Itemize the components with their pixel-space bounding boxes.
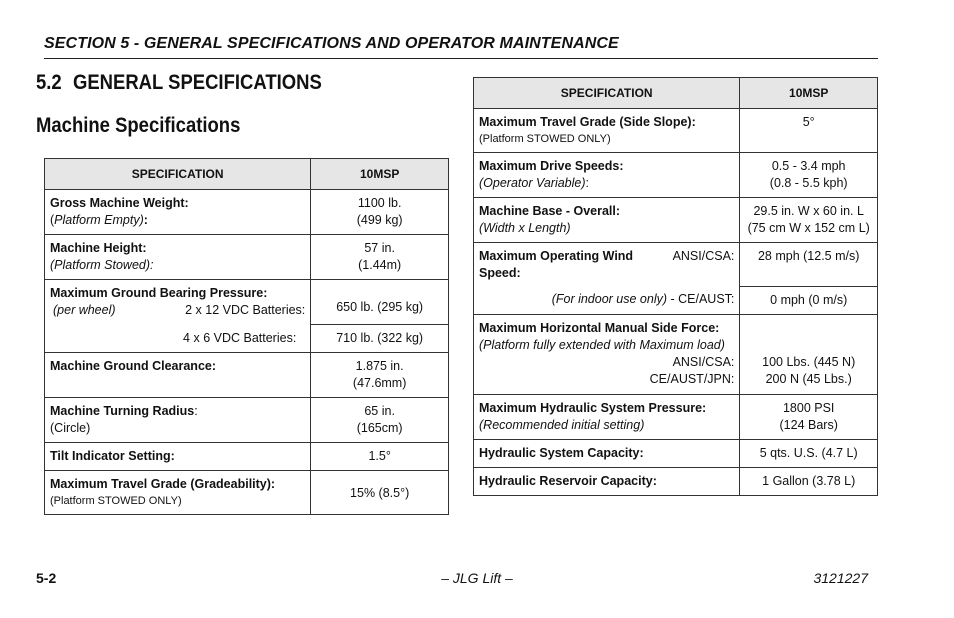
spec-label: Gross Machine Weight: bbox=[50, 196, 189, 210]
table-row-reservoir-capacity bbox=[474, 467, 878, 495]
spec-value: 65 in. bbox=[364, 404, 395, 418]
spec-value: 15% (8.5°) bbox=[350, 485, 410, 500]
table-row-turning-radius: Machine Turning Radius: (Circle) 65 in. (165cm) bbox=[45, 398, 449, 443]
spec-label: Maximum Hydraulic System Pressure: bbox=[479, 400, 707, 415]
column-header-specification: SPECIFICATION bbox=[45, 159, 311, 190]
document-number: 3121227 bbox=[813, 570, 868, 586]
spec-label: Maximum Travel Grade (Side Slope): bbox=[479, 115, 696, 129]
spec-note: (Recommended initial setting) bbox=[479, 417, 645, 432]
section-title: GENERAL SPECIFICATIONS bbox=[72, 71, 322, 94]
spec-value-metric: (499 kg) bbox=[356, 213, 403, 227]
table-row-tilt-indicator bbox=[45, 443, 449, 471]
spec-label: Maximum Drive Speeds: bbox=[479, 159, 624, 173]
spec-value: 100 Lbs. (445 N) bbox=[762, 354, 856, 369]
spec-note: (Platform Stowed): bbox=[50, 258, 154, 272]
spec-note: (For indoor use only) bbox=[551, 292, 668, 306]
spec-sublabel: - CE/AUST: bbox=[667, 292, 735, 306]
table-row-hydraulic-capacity bbox=[474, 439, 878, 467]
spec-value: 1 Gallon (3.78 L) bbox=[762, 473, 856, 488]
table-row-ground-bearing-2 bbox=[45, 325, 449, 353]
spec-label: Hydraulic System Capacity: bbox=[479, 445, 644, 460]
spec-sublabel: 4 x 6 VDC Batteries: bbox=[183, 330, 297, 345]
spec-sublabel: 2 x 12 VDC Batteries: bbox=[185, 303, 306, 317]
spec-note: (per wheel) bbox=[53, 303, 116, 317]
section-heading bbox=[36, 71, 322, 95]
table-header-row bbox=[45, 159, 449, 190]
spec-sublabel: ANSI/CSA: bbox=[672, 354, 735, 369]
spec-value: 710 lb. (322 kg) bbox=[336, 331, 424, 345]
spec-value: 29.5 in. W x 60 in. L bbox=[753, 204, 864, 218]
spec-note: (Circle) bbox=[50, 421, 91, 435]
table-row-ground-bearing-1 bbox=[45, 280, 449, 325]
spec-value: 28 mph (12.5 m/s) bbox=[757, 249, 860, 263]
spec-value: 0.5 - 3.4 mph bbox=[771, 159, 846, 173]
table-row-machine-height bbox=[45, 235, 449, 280]
section-number: 5.2 bbox=[36, 71, 62, 94]
column-header-model: 10MSP bbox=[311, 159, 449, 190]
spec-value: 5° bbox=[802, 115, 815, 129]
spec-note: Platform Empty) bbox=[54, 213, 144, 227]
table-row-wind-speed-1 bbox=[474, 243, 878, 287]
section-header: SECTION 5 - GENERAL SPECIFICATIONS AND OPERATOR MAINTENANCE bbox=[44, 35, 878, 59]
spec-value: 1800 PSI bbox=[782, 400, 835, 415]
spec-note: (Platform STOWED ONLY) bbox=[479, 133, 611, 145]
spec-value: 1100 lb. bbox=[357, 196, 402, 210]
spec-label: Maximum Operating Wind Speed: bbox=[479, 249, 634, 280]
machine-specifications-table bbox=[44, 158, 449, 515]
table-row-gradeability bbox=[45, 471, 449, 515]
spec-label: Machine Turning Radius bbox=[50, 404, 195, 418]
spec-value: 1.875 in. bbox=[355, 359, 404, 373]
spec-note: (Width x Length) bbox=[479, 221, 571, 235]
spec-label: Machine Base - Overall: bbox=[479, 204, 621, 218]
footer-brand: – JLG Lift – bbox=[441, 570, 513, 586]
spec-label: Maximum Travel Grade (Gradeability): bbox=[50, 477, 276, 491]
table-row-gross-weight: Gross Machine Weight: (Platform Empty): 1100 lb. (499 kg) bbox=[45, 190, 449, 235]
spec-value-metric: (124 Bars) bbox=[779, 417, 838, 432]
column-header-model: 10MSP bbox=[740, 78, 878, 109]
spec-note: (Platform fully extended with Maximum load) bbox=[479, 337, 725, 352]
table-row-hydraulic-pressure bbox=[474, 394, 878, 439]
column-header-specification: SPECIFICATION bbox=[474, 78, 740, 109]
spec-label: Maximum Horizontal Manual Side Force: bbox=[479, 320, 720, 335]
spec-value: 57 in. bbox=[364, 241, 395, 255]
spec-label: Tilt Indicator Setting: bbox=[50, 449, 175, 463]
table-row-wind-speed-2 bbox=[474, 286, 878, 314]
spec-value: 200 N (45 Lbs.) bbox=[765, 371, 852, 386]
spec-value: 650 lb. (295 kg) bbox=[336, 299, 424, 314]
spec-value: 0 mph (0 m/s) bbox=[770, 292, 848, 307]
machine-specifications-table-continued bbox=[473, 77, 878, 496]
spec-note: (Operator Variable) bbox=[479, 176, 586, 190]
spec-value-metric: (165cm) bbox=[356, 421, 403, 435]
spec-sublabel: CE/AUST/JPN: bbox=[649, 371, 735, 386]
spec-label: Maximum Ground Bearing Pressure: bbox=[50, 286, 268, 300]
subsection-heading: Machine Specifications bbox=[36, 114, 241, 137]
table-row-machine-base bbox=[474, 198, 878, 243]
spec-sublabel: ANSI/CSA: bbox=[672, 249, 735, 263]
table-row-drive-speeds: Maximum Drive Speeds: (Operator Variable): 0.5 - 3.4 mph (0.8 - 5.5 kph) bbox=[474, 153, 878, 198]
spec-note: (Platform STOWED ONLY) bbox=[50, 495, 182, 507]
table-row-side-slope bbox=[474, 109, 878, 153]
spec-value-metric: (1.44m) bbox=[358, 258, 402, 272]
spec-label: Machine Height: bbox=[50, 241, 147, 255]
table-header-row bbox=[474, 78, 878, 109]
spec-value: 1.5° bbox=[368, 449, 391, 463]
spec-value-metric: (0.8 - 5.5 kph) bbox=[769, 176, 848, 190]
page-number: 5-2 bbox=[36, 570, 57, 586]
spec-value-metric: (47.6mm) bbox=[352, 376, 407, 390]
spec-label: Hydraulic Reservoir Capacity: bbox=[479, 473, 657, 488]
spec-value: 5 qts. U.S. (4.7 L) bbox=[759, 445, 858, 460]
table-row-ground-clearance bbox=[45, 353, 449, 398]
spec-value-metric: (75 cm W x 152 cm L) bbox=[747, 221, 870, 235]
table-row-side-force bbox=[474, 314, 878, 394]
spec-label: Machine Ground Clearance: bbox=[50, 359, 217, 373]
